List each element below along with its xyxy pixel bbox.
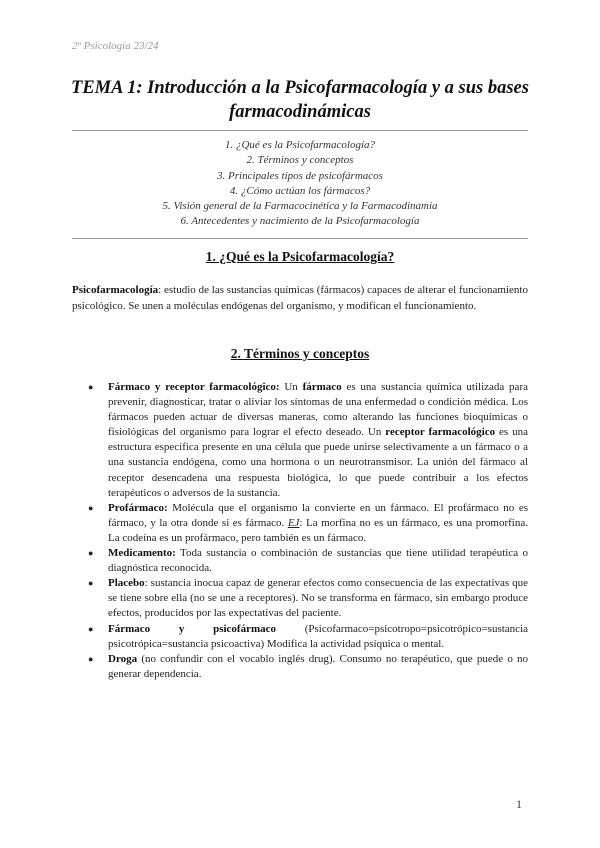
list-item — [72, 546, 528, 576]
toc-item: 4. ¿Cómo actúan los fármacos? — [229, 184, 371, 197]
list-item — [72, 576, 528, 621]
item-text: es una estructura específica presente en una célula que puede unirse selectivamente a un fármaco o a una sustancia endógena, como una hormona o un neurotransmisor. La unión del fármaco al receptor desencadena una respuesta biológica, lo que puede contribuir a los efectos terapéuticos o adversos de la sustancia. — [108, 426, 528, 499]
section-2-heading: 2. Términos y conceptos — [230, 346, 370, 361]
list-item — [72, 501, 528, 546]
bullet-icon: ● — [88, 502, 94, 513]
definition-text: : estudio de las sustancias químicas (fármacos) capaces de alterar el funcionamiento psicológico. Se unen a moléculas endógenas del organismo, y modifican el funcionamiento. — [72, 284, 528, 312]
page-number: 1 — [516, 797, 522, 811]
item-term: Fármaco y psicofármaco — [108, 622, 277, 635]
toc-item: 2. Términos y conceptos — [246, 154, 354, 167]
item-text: (no confundir con el vocablo inglés drug). Consumo no terapéutico, que puede o no generar dependencia. — [108, 652, 528, 680]
bullet-icon: ● — [88, 578, 94, 589]
list-item — [72, 380, 528, 501]
list-item — [72, 622, 528, 652]
definition-term: Psicofarmacología — [72, 284, 159, 296]
item-text: Molécula que el organismo la convierte en un fármaco. El profármaco no es fármaco, y la otra donde si es fármaco. — [108, 501, 528, 529]
item-text: (Psicofarmaco=psicotropo=psicotrópico=sustancia psicotrópica=sustancia psicoactiva) Modifica la actividad psíquica o mental. — [108, 622, 529, 650]
bullet-icon: ● — [88, 653, 94, 664]
document-title: TEMA 1: Introducción a la Psicofarmacología y a sus bases farmacodinámicas — [71, 78, 529, 122]
bullet-icon: ● — [88, 548, 94, 559]
item-term: Medicamento: — [108, 547, 176, 560]
toc-item: 3. Principales tipos de psicofármacos — [217, 169, 383, 182]
running-header: 2º Psicología 23/24 — [72, 40, 159, 52]
item-term: Profármaco: — [108, 501, 168, 514]
terms-list — [72, 380, 528, 682]
item-term: Placebo — [108, 577, 145, 590]
item-text: : sustancia inocua capaz de generar efectos como consecuencia de las expectativas que se tiene sobre ella (no se une a receptores). No se transforma en fármaco, sin embargo produce efectos, producidos por las expectativas del paciente. — [108, 577, 528, 620]
item-text: : La morfina no es un fármaco, es una promorfina. La codeína es un profármaco, pero también es un fármaco. — [108, 516, 528, 544]
toc-item: 6. Antecedentes y nacimiento de la Psicofarmacología — [180, 215, 420, 228]
item-term: Droga — [108, 652, 138, 665]
section-1-heading: 1. ¿Qué es la Psicofarmacología? — [205, 249, 395, 264]
item-bold: receptor farmacológico — [385, 426, 496, 439]
toc-item: 5. Visión general de la Farmacocinética y la Farmacodinamia — [162, 200, 438, 213]
section-1-paragraph — [72, 282, 528, 314]
bullet-icon: ● — [88, 382, 94, 392]
item-text: Toda sustancia o combinación de sustancias que tiene utilidad terapéutica o diagnóstica reconocida. — [108, 547, 528, 575]
title-divider-top — [72, 130, 528, 131]
item-text: es una sustancia química utilizada para prevenir, diagnosticar, tratar o aliviar los síntomas de una enfermedad o condición médica. Los fármacos pueden actuar de diversas maneras, como alterando las funciones bioquímicas o fisiológicas del organismo para lograr el efecto deseado. Un — [108, 381, 528, 439]
item-bold: fármaco — [302, 381, 342, 393]
toc-divider-bottom — [72, 238, 528, 239]
table-of-contents — [72, 138, 528, 230]
example-label: EJ — [287, 516, 300, 529]
bullet-icon: ● — [88, 623, 94, 634]
item-text: Un — [279, 381, 303, 393]
item-term: Fármaco y receptor farmacológico: — [108, 381, 280, 393]
toc-item: 1. ¿Qué es la Psicofarmacología? — [224, 139, 375, 151]
list-item — [72, 652, 528, 682]
